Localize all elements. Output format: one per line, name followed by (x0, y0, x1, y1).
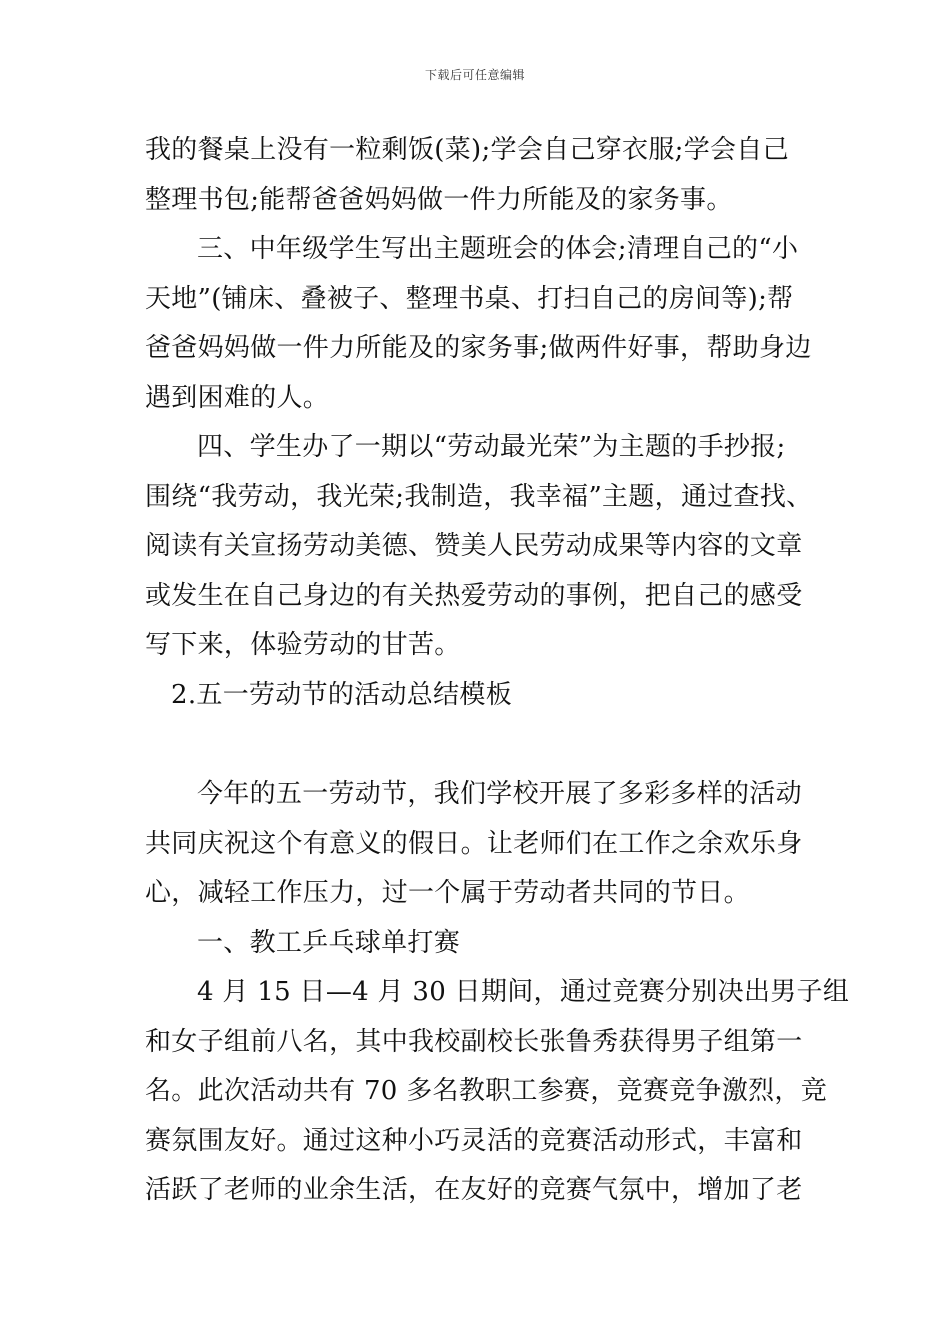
section-heading: 2.五一劳动节的活动总结模板 (171, 679, 513, 710)
paragraph-line: 围绕“我劳动，我光荣;我制造，我幸福”主题，通过查找、 (145, 481, 813, 512)
paragraph-line: 活跃了老师的业余生活，在友好的竞赛气氛中，增加了老 (145, 1175, 803, 1205)
paragraph-line: 写下来，体验劳动的甘苦。 (145, 630, 461, 660)
paragraph-line: 我的餐桌上没有一粒剩饭(菜);学会自己穿衣服;学会自己 (145, 135, 789, 165)
paragraph-line: 阅读有关宣扬劳动美德、赞美人民劳动成果等内容的文章 (145, 531, 803, 561)
blank-spacer (145, 720, 813, 770)
paragraph-line: 或发生在自己身边的有关热爱劳动的事例，把自己的感受 (145, 580, 803, 611)
paragraph-line: 天地”(铺床、叠被子、整理书桌、打扫自己的房间等);帮 (145, 283, 794, 314)
paragraph-line: 三、中年级学生写出主题班会的体会;清理自己的“小 (197, 234, 799, 264)
page-header: 下载后可任意编辑 (424, 68, 525, 82)
document-body (145, 126, 850, 1216)
paragraph-line: 名。此次活动共有 70 多名教职工参赛，竞赛竞争激烈，竞 (145, 1076, 828, 1106)
paragraph-line: 整理书包;能帮爸爸妈妈做一件力所能及的家务事。 (145, 184, 733, 215)
paragraph-line: 共同庆祝这个有意义的假日。让老师们在工作之余欢乐身 (145, 828, 803, 859)
paragraph-line: 四、学生办了一期以“劳动最光荣”为主题的手抄报; (197, 432, 786, 462)
paragraph-line: 和女子组前八名，其中我校副校长张鲁秀获得男子组第一 (145, 1026, 803, 1057)
subsection-heading: 一、教工乒乓球单打赛 (197, 927, 461, 958)
paragraph-line: 心，减轻工作压力，过一个属于劳动者共同的节日。 (145, 878, 750, 908)
paragraph-line: 赛氛围友好。通过这种小巧灵活的竞赛活动形式，丰富和 (145, 1125, 803, 1156)
paragraph-line: 今年的五一劳动节，我们学校开展了多彩多样的活动 (197, 779, 802, 809)
paragraph-line: 爸爸妈妈做一件力所能及的家务事;做两件好事，帮助身边 (145, 333, 812, 363)
paragraph-line: 遇到困难的人。 (145, 382, 330, 413)
paragraph-line: 4 月 15 日—4 月 30 日期间，通过竞赛分别决出男子组 (197, 977, 850, 1007)
